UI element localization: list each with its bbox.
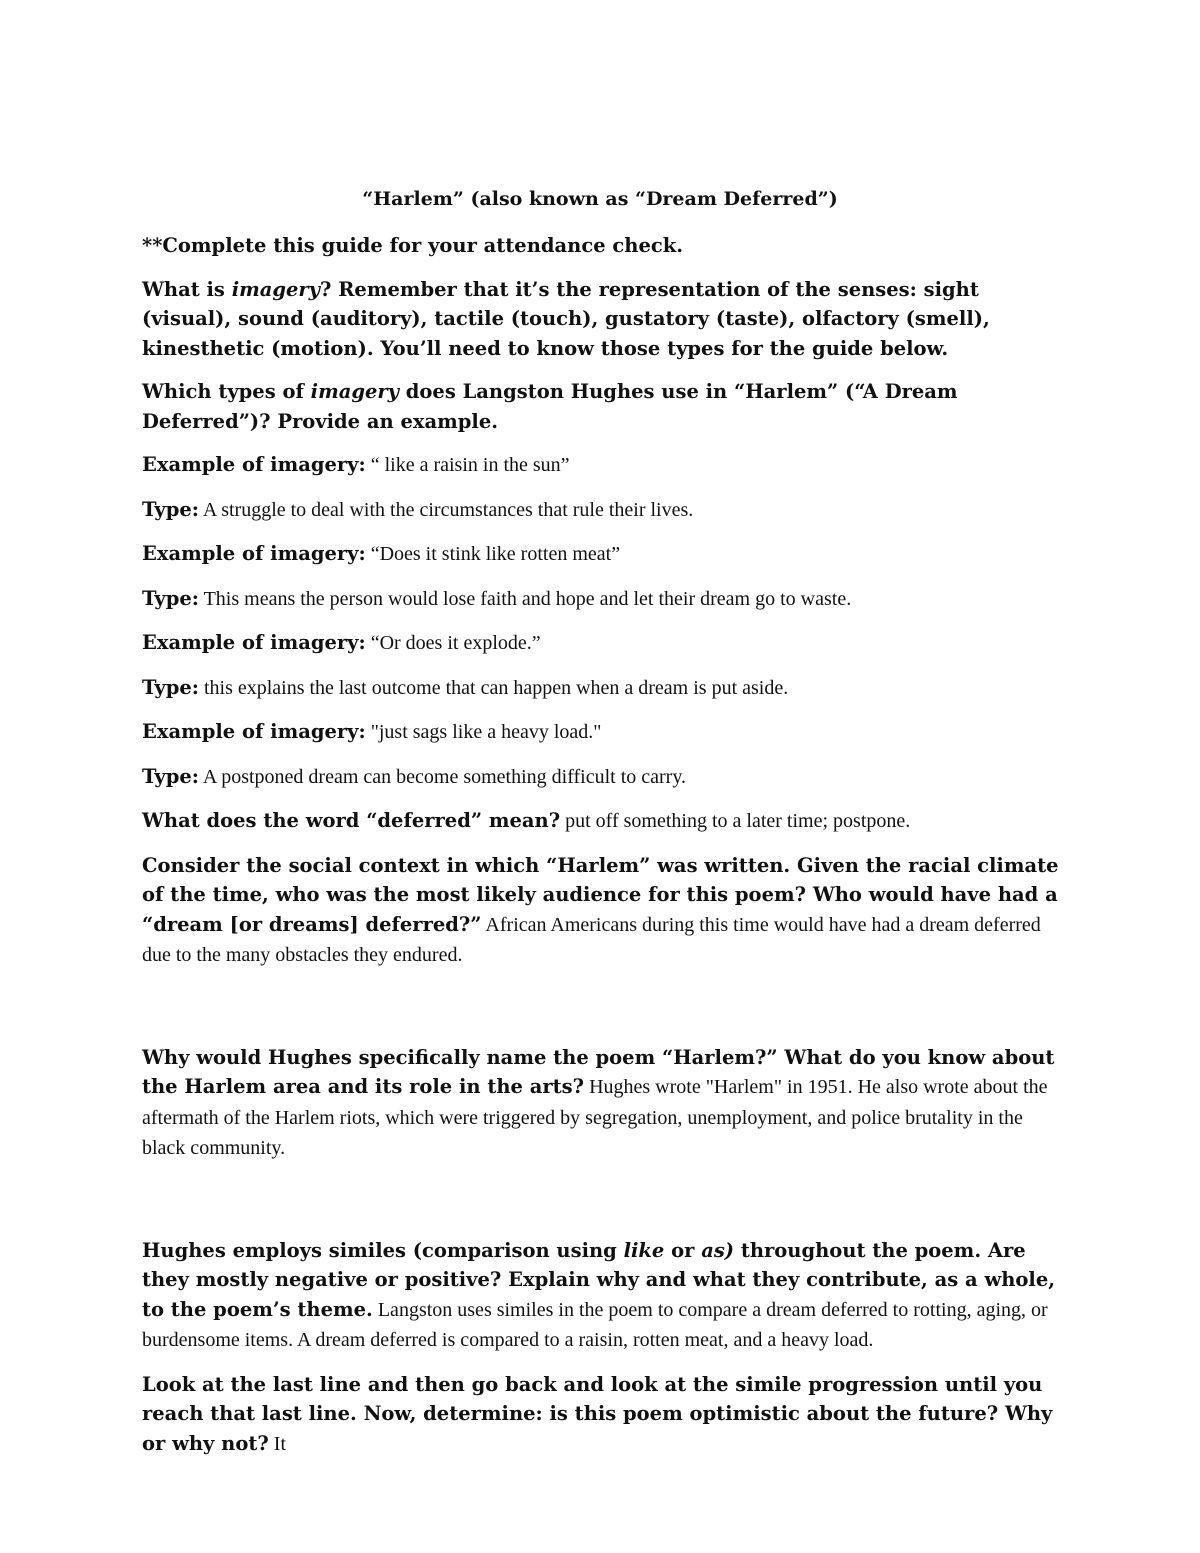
- question-text: Hughes employs similes (comparison using: [142, 1238, 624, 1262]
- poem-name-question: [142, 1043, 1062, 1164]
- question-text: Look at the last line and then go back and look at the simile progression until you reach that last line. Now, determine: is this poem optimistic about the future? Why or why not?: [142, 1372, 1053, 1455]
- type-label: Type:: [142, 497, 199, 521]
- example-line-1: [142, 450, 1062, 481]
- imagery-definition: [142, 275, 1062, 364]
- imagery-term: imagery: [231, 277, 321, 301]
- type-label: Type:: [142, 764, 199, 788]
- social-context-question: [142, 851, 1062, 971]
- type-label: Type:: [142, 586, 199, 610]
- answer-text: Langston uses similes in the poem to compare a dream deferred to rotting, aging, or burdensome items. A dream deferred is compared to a raisin, rotten meat, and a heavy load.: [142, 1298, 1048, 1351]
- similes-question: [142, 1236, 1062, 1356]
- deferred-question: [142, 806, 1062, 837]
- type-line-4: [142, 762, 1062, 793]
- type-value: this explains the last outcome that can happen when a dream is put aside.: [198, 676, 789, 699]
- question-text: or: [664, 1238, 702, 1262]
- type-line-1: [142, 495, 1062, 526]
- document-title: “Harlem” (also known as “Dream Deferred”): [362, 188, 838, 210]
- document-body: [142, 231, 1062, 1473]
- like-term: like: [623, 1238, 665, 1262]
- answer-text: put off something to a later time; postpone.: [560, 810, 911, 832]
- answer-text: Hughes wrote "Harlem" in 1951. He also wrote about the aftermath of the Harlem riots, which were triggered by segregation, unemployment, and police brutality in the black community.: [142, 1076, 1048, 1159]
- example-line-3: [142, 628, 1062, 659]
- answer-text: It: [268, 1432, 286, 1455]
- imagery-term: imagery: [310, 380, 399, 403]
- example-line-2: [142, 539, 1062, 570]
- example-line-4: [142, 717, 1062, 748]
- example-value: “Or does it explode.”: [365, 632, 541, 654]
- question-text: throughout the poem. Are they mostly negative or positive? Explain why and what they contribute, as a whole, to the poem’s theme.: [142, 1238, 1056, 1321]
- example-value: "just sags like a heavy load.": [365, 721, 602, 743]
- as-term: as): [701, 1238, 735, 1262]
- imagery-definition-pre: What is: [142, 277, 232, 301]
- type-line-2: [142, 584, 1062, 615]
- type-value: A struggle to deal with the circumstances that rule their lives.: [198, 498, 694, 521]
- type-label: Type:: [142, 675, 199, 699]
- type-value: This means the person would lose faith and hope and let their dream go to waste.: [198, 587, 852, 610]
- types-question-post: does Langston Hughes use in “Harlem” (“A Dream Deferred”)? Provide an example.: [142, 380, 958, 433]
- answer-text: African Americans during this time would have had a dream deferred due to the many obstacles they endured.: [142, 913, 1041, 966]
- example-label: Example of imagery:: [142, 720, 366, 743]
- imagery-definition-post: ? Remember that it’s the representation of the senses: sight (visual), sound (auditory), tactile (touch), gustatory (taste), olfactory (smell), kinesthetic (motion). You’ll need to know those types for the guide below.: [142, 277, 990, 360]
- instruction-text: **Complete this guide for your attendance check.: [142, 234, 684, 257]
- example-value: “ like a raisin in the sun”: [365, 454, 570, 476]
- example-label: Example of imagery:: [142, 542, 366, 565]
- example-label: Example of imagery:: [142, 631, 366, 654]
- example-label: Example of imagery:: [142, 453, 366, 476]
- type-value: A postponed dream can become something difficult to carry.: [198, 765, 687, 788]
- question-text: What does the word “deferred” mean?: [142, 809, 561, 832]
- type-line-3: [142, 673, 1062, 704]
- last-line-question: [142, 1370, 1062, 1460]
- question-text: Why would Hughes specifically name the poem “Harlem?” What do you know about the Harlem area and its role in the arts?: [142, 1045, 1055, 1098]
- imagery-types-question: [142, 377, 1062, 436]
- spacer: [142, 985, 1062, 1043]
- spacer: [142, 1178, 1062, 1236]
- example-value: “Does it stink like rotten meat”: [365, 543, 621, 565]
- question-text: Consider the social context in which “Harlem” was written. Given the racial climate of the time, who was the most likely audience for this poem? Who would have had a “dream [or dreams] deferred?”: [142, 853, 1059, 936]
- types-question-pre: Which types of: [142, 380, 311, 403]
